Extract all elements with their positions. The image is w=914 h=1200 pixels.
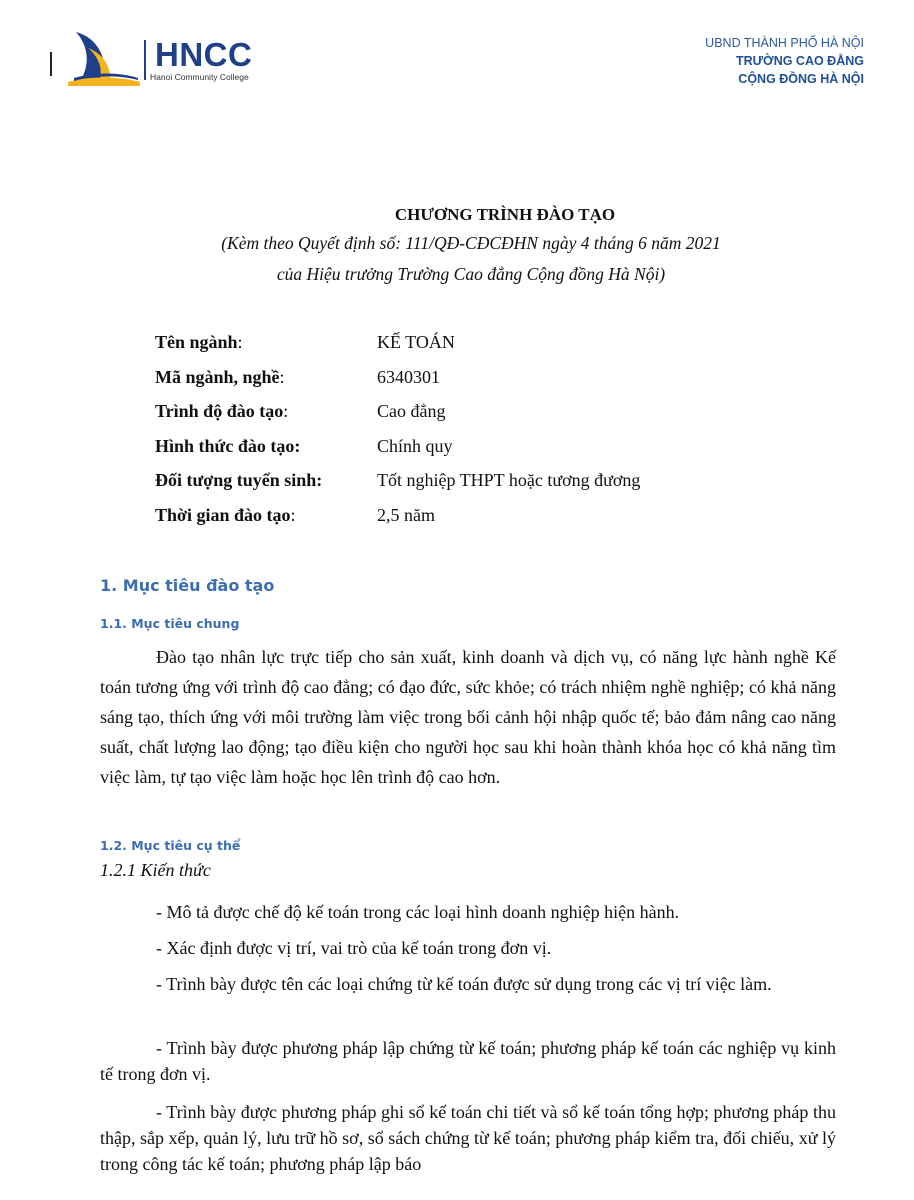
- document-subtitle-line-2: của Hiệu trưởng Trường Cao đẳng Cộng đồng Hà Nội): [276, 264, 666, 284]
- info-label: Mã ngành, nghề:: [155, 366, 285, 387]
- info-value: 6340301: [377, 366, 440, 387]
- knowledge-bullet: - Trình bày được tên các loại chứng từ kế toán được sử dụng trong các vị trí việc làm.: [156, 974, 772, 994]
- info-value: KẾ TOÁN: [377, 332, 455, 352]
- info-label: Hình thức đào tạo:: [155, 435, 301, 456]
- subsection-heading: 1.1. Mục tiêu chung: [100, 616, 240, 631]
- knowledge-bullet: - Trình bày được phương pháp ghi sổ kế toán chi tiết và sổ kế toán tổng hợp; phương pháp thu thập, sắp xếp, quản lý, lưu trữ hồ sơ, sổ sách chứng từ kế toán; phương pháp kiểm tra, đối chiếu, xử lý trong công tác kế toán; phương pháp lập báo: [100, 1102, 836, 1174]
- info-value: Cao đẳng: [377, 401, 446, 421]
- knowledge-bullet: - Xác định được vị trí, vai trò của kế toán trong đơn vị.: [156, 938, 552, 958]
- info-label: Thời gian đào tạo:: [155, 504, 296, 525]
- section-heading: 1. Mục tiêu đào tạo: [100, 576, 275, 595]
- sub-subsection-heading: 1.2.1 Kiến thức: [100, 860, 211, 880]
- info-label: Tên ngành:: [155, 332, 243, 352]
- knowledge-bullet: - Trình bày được phương pháp lập chứng từ kế toán; phương pháp kế toán các nghiệp vụ kinh tế trong đơn vị.: [100, 1038, 836, 1084]
- info-value: 2,5 năm: [377, 504, 435, 525]
- organization-block: [705, 34, 864, 88]
- org-line-3: CỘNG ĐỒNG HÀ NỘI: [738, 72, 864, 86]
- org-line-2: TRƯỜNG CAO ĐẲNG: [736, 54, 864, 68]
- info-label: Trình độ đào tạo:: [155, 401, 289, 421]
- knowledge-bullet: - Mô tả được chế độ kế toán trong các loại hình doanh nghiệp hiện hành.: [156, 902, 680, 922]
- document-subtitle-line-1: (Kèm theo Quyết định số: 111/QĐ-CĐCĐHN ngày 4 tháng 6 năm 2021: [221, 233, 721, 253]
- general-objective-paragraph: Đào tạo nhân lực trực tiếp cho sản xuất, kinh doanh và dịch vụ, có năng lực hành nghề Kế toán tương ứng với trình độ cao đẳng; có đạo đức, sức khỏe; có trách nhiệm nghề nghiệp; có khả năng sáng tạo, thích ứng với môi trường làm việc trong bối cảnh hội nhập quốc tế; bảo đảm nâng cao năng suất, chất lượng lao động; tạo điều kiện cho người học sau khi hoàn thành khóa học có khả năng tìm việc làm, tự tạo việc làm hoặc học lên trình độ cao hơn.: [100, 647, 836, 787]
- logo-wordmark: HNCC: [155, 36, 253, 73]
- logo-divider: [144, 40, 146, 80]
- info-value: Tốt nghiệp THPT hoặc tương đương: [377, 470, 641, 490]
- text-cursor: [50, 52, 52, 76]
- org-line-1: UBND THÀNH PHỐ HÀ NỘI: [705, 36, 864, 50]
- info-label: Đối tượng tuyển sinh:: [155, 470, 323, 490]
- info-value: Chính quy: [377, 435, 453, 456]
- document-title: CHƯƠNG TRÌNH ĐÀO TẠO: [394, 205, 616, 224]
- subsection-heading: 1.2. Mục tiêu cụ thể: [100, 838, 241, 853]
- sail-logo-icon: [68, 28, 148, 88]
- logo-subtext: Hanoi Community College: [150, 72, 249, 82]
